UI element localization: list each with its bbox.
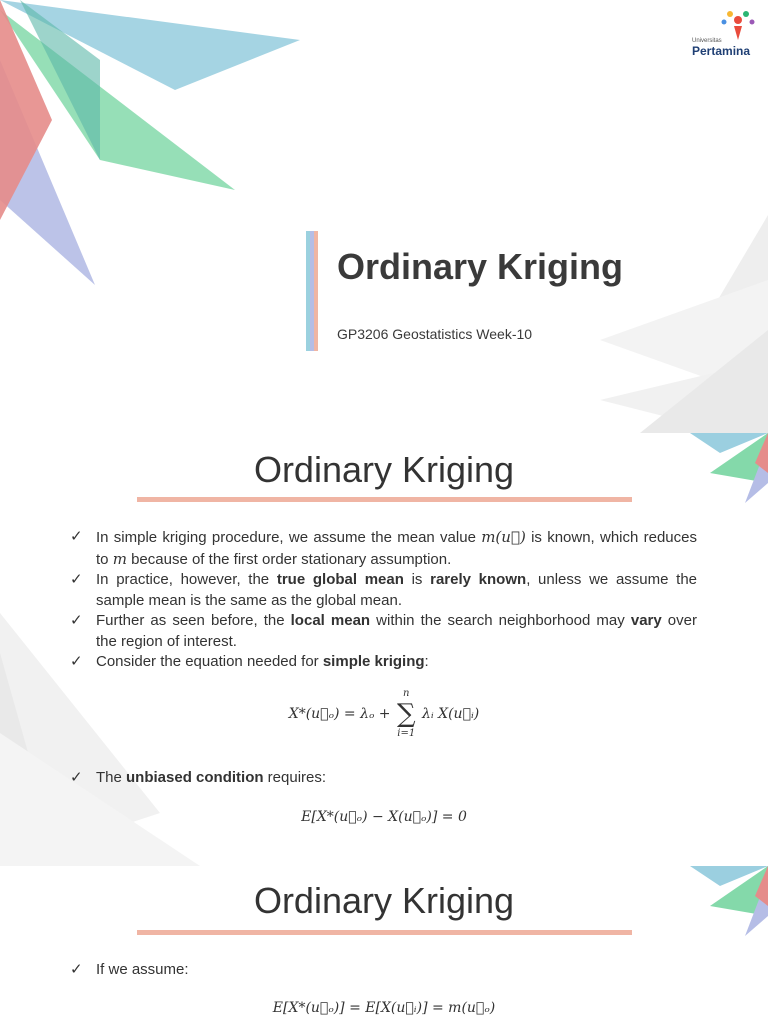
slide-heading: Ordinary Kriging — [253, 449, 515, 490]
equation-assumption: E[X*(u⃗ₒ)] = E[X(u⃗ᵢ)] = m(u⃗ₒ) — [272, 1000, 496, 1016]
check-icon: ✓ — [70, 612, 83, 629]
check-icon: ✓ — [70, 528, 83, 545]
check-icon: ✓ — [70, 571, 83, 588]
content-slide-1 — [0, 433, 768, 866]
bullet-list — [70, 960, 697, 981]
slide-heading: Ordinary Kriging — [253, 880, 515, 921]
check-icon: ✓ — [70, 961, 83, 978]
page-subtitle: GP3206 Geostatistics Week-10 — [337, 326, 533, 342]
title-slide — [0, 0, 768, 433]
list-item: ✓ If we assume: — [70, 960, 697, 981]
check-icon: ✓ — [70, 769, 83, 786]
decorative-petals — [0, 0, 768, 433]
logo-university-label: Universitas — [692, 38, 722, 44]
bullet-list — [70, 527, 697, 673]
bullet-list — [70, 768, 697, 789]
content-slide-2 — [0, 866, 768, 1024]
heading-underline — [137, 497, 632, 502]
page-title: Ordinary Kriging — [337, 246, 624, 287]
logo-name: Pertamina — [692, 44, 751, 58]
list-item: ✓ Consider the equation needed for simple kriging: — [70, 652, 697, 673]
heading-underline — [137, 930, 632, 935]
title-accent-bar — [306, 231, 318, 351]
equation-unbiased-condition: E[X*(u⃗ₒ) − X(u⃗ₒ)] = 0 — [301, 809, 467, 825]
check-icon: ✓ — [70, 653, 83, 670]
list-item: ✓ Further as seen before, the local mean within the search neighborhood may vary over the region of interest. — [70, 612, 697, 650]
equation-simple-kriging: X*(u⃗ₒ) = λₒ + n ∑ i=1 λᵢ X(u⃗ᵢ) — [288, 688, 480, 739]
list-item: ✓ In simple kriging procedure, we assume the mean value m(u⃗) is known, which reduces to m because of the first order stationary assumption. — [70, 528, 697, 568]
list-item: ✓ The unbiased condition requires: — [70, 768, 697, 789]
list-item: ✓ In practice, however, the true global mean is rarely known, unless we assume the sample mean is the same as the global mean. — [70, 571, 698, 609]
